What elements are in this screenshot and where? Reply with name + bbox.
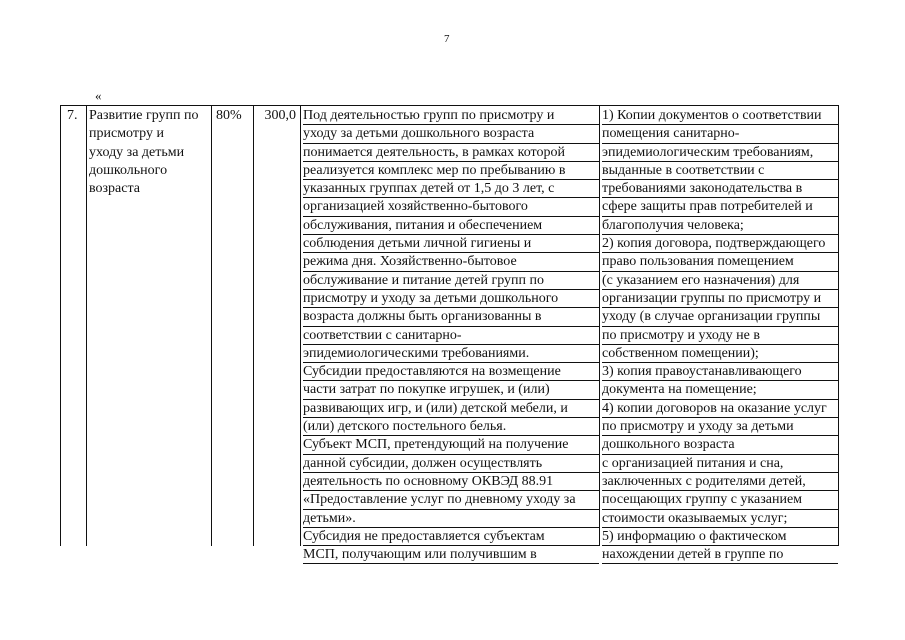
row-number: 7. [67,108,78,123]
text-line: Субсидии предоставляются на возмещение [303,363,599,381]
text-line: 2) копия договора, подтверждающего [602,235,838,253]
text-line: присмотру и [89,126,164,142]
text-line: дошкольного возраста [602,436,838,454]
percent-cell [212,106,254,546]
text-line: МСП, получающим или получившим в [303,546,599,564]
text-line: Субъект МСП, претендующий на получение [303,436,599,454]
text-line: благополучия человека; [602,217,838,235]
text-line: части затрат по покупке игрушек, и (или) [303,381,599,399]
text-line: соблюдения детьми личной гигиены и [303,235,599,253]
text-line: уходу за детьми дошкольного возраста [303,125,599,143]
text-line: стоимости оказываемых услуг; [602,510,838,528]
text-line: Под деятельностью групп по присмотру и [303,107,599,125]
amount-cell [254,106,301,546]
page-number: 7 [444,33,450,45]
row-number-cell [61,106,87,546]
text-line: 3) копия правоустанавливающего [602,363,838,381]
text-line: (с указанием его назначения) для [602,272,838,290]
text-line: 5) информацию о фактическом [602,528,838,546]
text-line: нахождении детей в группе по [602,546,838,564]
text-line: возраста [89,181,140,197]
text-line: право пользования помещением [602,253,838,271]
text-line: (или) детского постельного белья. [303,418,599,436]
text-line: по присмотру и уходу за детьми [602,418,838,436]
text-line: обслуживания, питания и обеспечением [303,217,599,235]
text-line: документа на помещение; [602,381,838,399]
description-cell [301,106,600,563]
text-line: 4) копии договоров на оказание услуг [602,400,838,418]
text-line: помещения санитарно- [602,125,838,143]
text-line: организации группы по присмотру и [602,290,838,308]
text-line: уходу за детьми [89,144,185,160]
text-line: уходу (в случае организации группы [602,308,838,326]
text-line: сфере защиты прав потребителей и [602,198,838,216]
text-line: «Предоставление услуг по дневному уходу за [303,491,599,509]
text-line: 1) Копии документов о соответствии [602,107,838,125]
text-line: выданные в соответствии с [602,162,838,180]
text-line: детьми». [303,510,599,528]
direction-name-cell [87,106,212,546]
subsidy-table [60,105,839,563]
text-line: собственном помещении); [602,345,838,363]
text-line: эпидемиологическим требованиям, [602,144,838,162]
text-line: Развитие групп по [89,108,199,123]
text-line: Субсидия не предоставляется субъектам [303,528,599,546]
opening-quote-mark: « [95,88,102,103]
text-line: реализуется комплекс мер по пребыванию в [303,162,599,180]
text-line: с организацией питания и сна, [602,455,838,473]
text-line: эпидемиологическими требованиями. [303,345,599,363]
text-line: развивающих игр, и (или) детской мебели, и [303,400,599,418]
text-line: указанных группах детей от 1,5 до 3 лет, с [303,180,599,198]
text-line: организацией хозяйственно-бытового [303,198,599,216]
text-line: по присмотру и уходу не в [602,327,838,345]
text-line: данной субсидии, должен осуществлять [303,455,599,473]
text-line: обслуживание и питание детей групп по [303,272,599,290]
text-line: возраста должны быть организованны в [303,308,599,326]
text-line: дошкольного [89,162,168,178]
text-line: деятельность по основному ОКВЭД 88.91 [303,473,599,491]
text-line: понимается деятельность, в рамках которой [303,144,599,162]
text-line: требованиями законодательства в [602,180,838,198]
text-line: соответствии с санитарно- [303,327,599,345]
text-line: присмотру и уходу за детьми дошкольного [303,290,599,308]
percent-value: 80% [216,108,242,123]
text-line: режима дня. Хозяйственно-бытовое [303,253,599,271]
documents-cell [600,106,839,563]
amount-value: 300,0 [264,108,296,123]
text-line: посещающих группу с указанием [602,491,838,509]
text-line: заключенных с родителями детей, [602,473,838,491]
